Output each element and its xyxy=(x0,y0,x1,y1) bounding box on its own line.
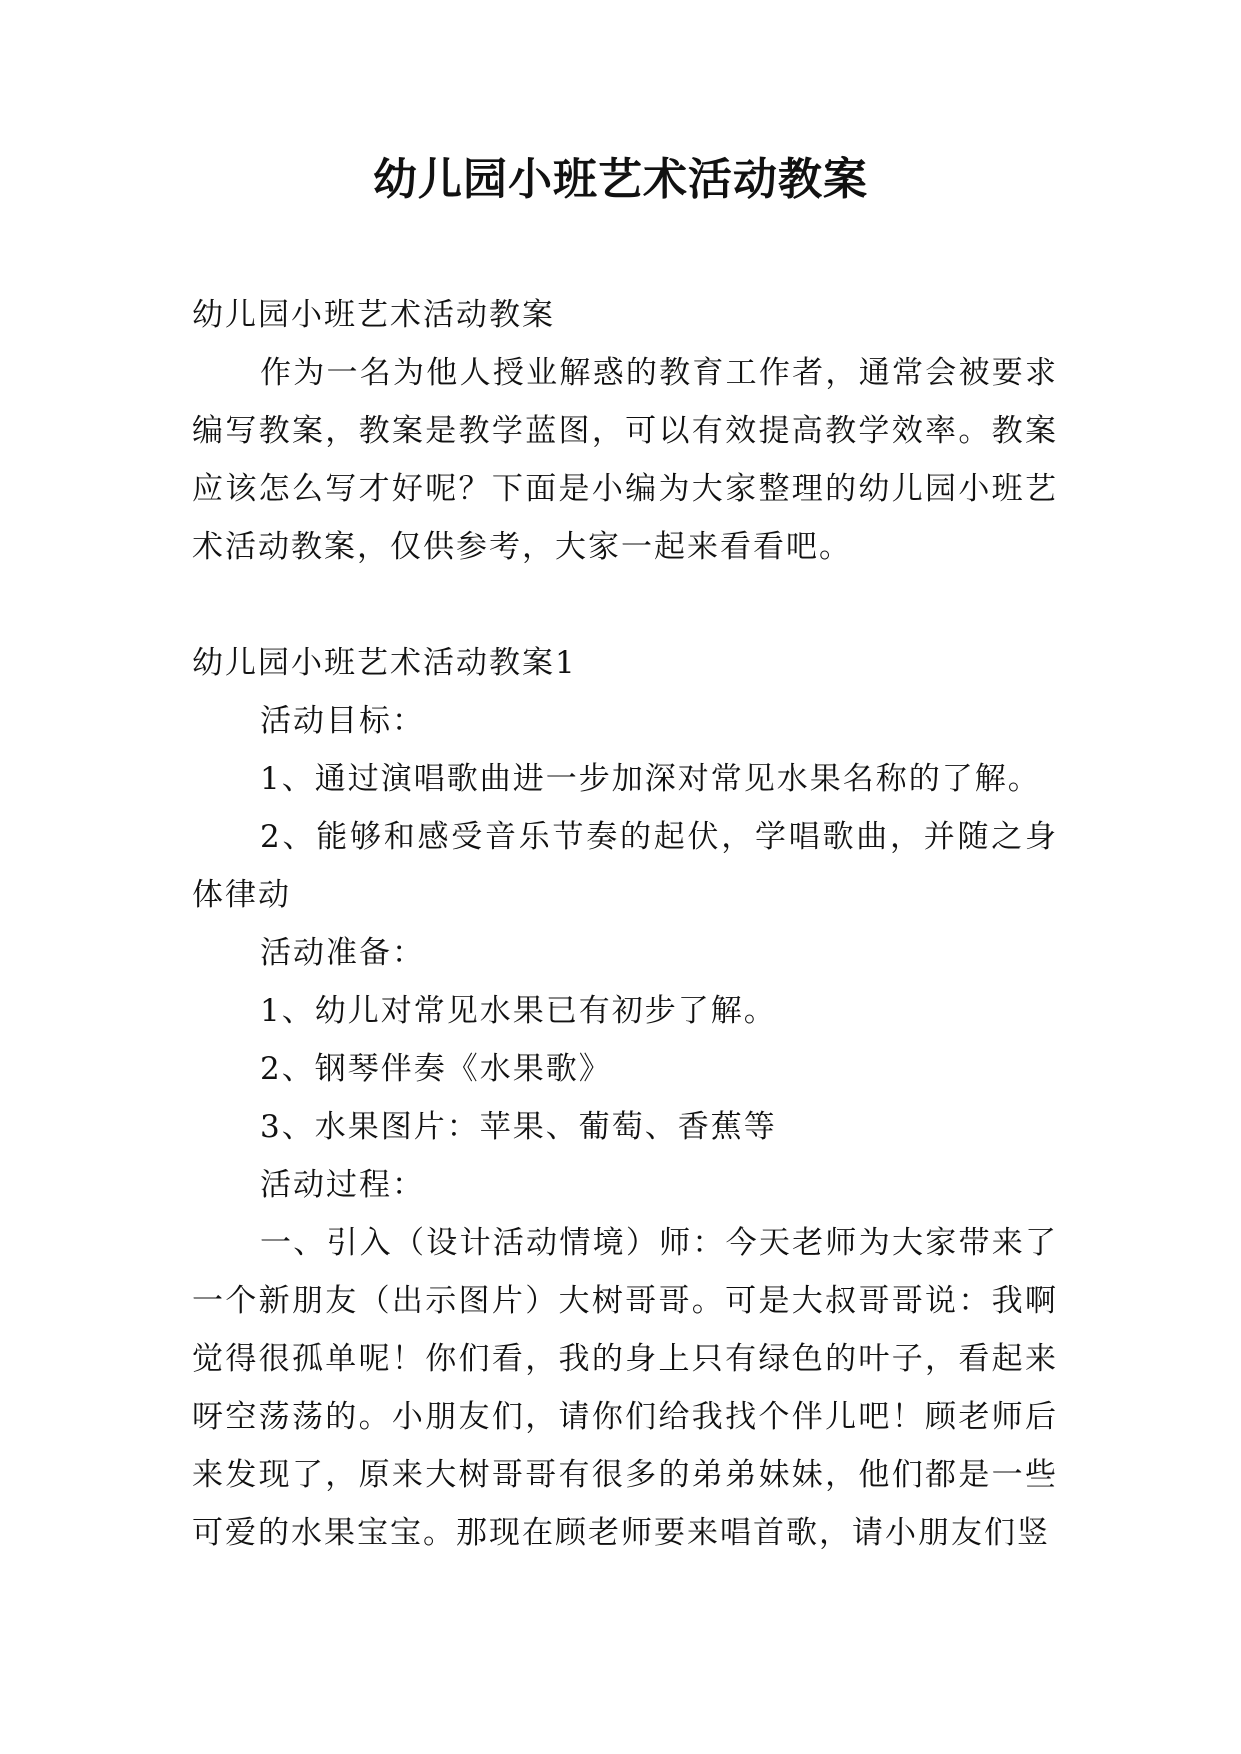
document-body xyxy=(192,286,1058,1562)
prep-item-1: 1、幼儿对常见水果已有初步了解。 xyxy=(260,993,777,1029)
goal-item-2: 2、能够和感受音乐节奏的起伏，学唱歌曲，并随之身体律动 xyxy=(192,819,1058,913)
process-label: 活动过程： xyxy=(260,1167,425,1203)
section-heading: 幼儿园小班艺术活动教案1 xyxy=(192,645,577,681)
goal-item-1: 1、通过演唱歌曲进一步加深对常见水果名称的了解。 xyxy=(260,761,1041,797)
document-subtitle: 幼儿园小班艺术活动教案 xyxy=(192,297,555,333)
document-title: 幼儿园小班艺术活动教案 xyxy=(373,154,868,205)
paragraph-gap xyxy=(192,576,1058,634)
prep-item-2: 2、钢琴伴奏《水果歌》 xyxy=(260,1051,612,1087)
process-paragraph-1: 一、引入（设计活动情境）师：今天老师为大家带来了一个新朋友（出示图片）大树哥哥。可是大叔哥哥说：我啊觉得很孤单呢！你们看，我的身上只有绿色的叶子，看起来呀空荡荡的。小朋友们，请你们给我找个伴儿吧！顾老师后来发现了，原来大树哥哥有很多的弟弟妹妹，他们都是一些可爱的水果宝宝。那现在顾老师要来唱首歌，请小朋友们竖 xyxy=(192,1225,1058,1551)
prep-label: 活动准备： xyxy=(260,935,425,971)
prep-item-3: 3、水果图片：苹果、葡萄、香蕉等 xyxy=(260,1109,777,1145)
intro-paragraph: 作为一名为他人授业解惑的教育工作者，通常会被要求编写教案，教案是教学蓝图，可以有效提高教学效率。教案应该怎么写才好呢？下面是小编为大家整理的幼儿园小班艺术活动教案，仅供参考，大家一起来看看吧。 xyxy=(192,355,1058,565)
goals-label: 活动目标： xyxy=(260,703,425,739)
